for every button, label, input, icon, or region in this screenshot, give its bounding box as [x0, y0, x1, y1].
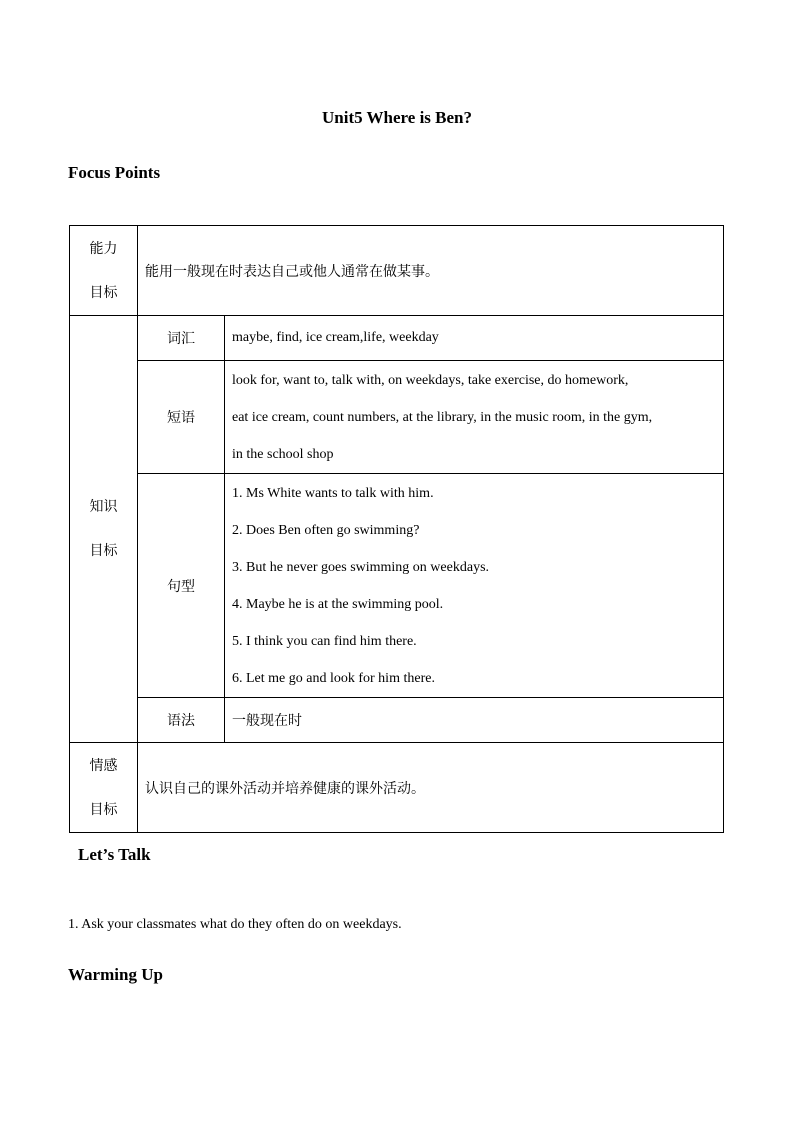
table-row-grammar	[70, 698, 724, 743]
knowledge-category-line2: 目标	[89, 543, 118, 559]
heading-lets-talk: Let’s Talk	[78, 845, 151, 864]
talk-item: 1. Ask your classmates what do they often do on weekdays.	[68, 917, 402, 932]
objectives-table	[69, 225, 724, 833]
heading-focus-points: Focus Points	[68, 163, 161, 182]
ability-content: 能用一般现在时表达自己或他人通常在做某事。	[138, 226, 724, 316]
table-row-emotion	[70, 743, 724, 833]
emotion-category-line1: 情感	[89, 757, 118, 774]
grammar-label: 语法	[138, 698, 225, 743]
sentences-label: 句型	[138, 474, 225, 698]
sentence-line: 1. Ms White wants to talk with him.	[232, 485, 434, 501]
phrases-content	[225, 361, 724, 474]
vocab-content: maybe, find, ice cream,life, weekday	[225, 316, 724, 361]
sentence-line: 4. Maybe he is at the swimming pool.	[232, 596, 444, 612]
knowledge-category-cell	[70, 316, 138, 743]
ability-category-line2: 目标	[89, 284, 118, 301]
table-row-phrases	[70, 361, 724, 474]
ability-category-cell	[70, 226, 138, 316]
emotion-category-line2: 目标	[89, 801, 118, 818]
emotion-content: 认识自己的课外活动并培养健康的课外活动。	[138, 743, 724, 833]
table-row-sentences	[70, 474, 724, 698]
sentence-line: 3. But he never goes swimming on weekdays.	[232, 559, 490, 575]
sentence-line: 2. Does Ben often go swimming?	[232, 522, 420, 538]
phrases-label: 短语	[138, 361, 225, 474]
sentences-content	[225, 474, 724, 698]
ability-category-line1: 能力	[89, 240, 118, 257]
heading-warming-up: Warming Up	[68, 965, 163, 984]
sentence-line: 5. I think you can find him there.	[232, 633, 417, 649]
knowledge-category-line1: 知识	[89, 499, 118, 515]
emotion-category-cell	[70, 743, 138, 833]
grammar-content: 一般现在时	[225, 698, 724, 743]
sentence-line: 6. Let me go and look for him there.	[232, 670, 435, 686]
table-row-ability	[70, 226, 724, 316]
phrase-line: eat ice cream, count numbers, at the library, in the music room, in the gym,	[232, 409, 653, 425]
phrase-line: look for, want to, talk with, on weekdays, take exercise, do homework,	[232, 372, 629, 388]
table-row-vocab	[70, 316, 724, 361]
document-title: Unit5 Where is Ben?	[321, 108, 473, 127]
phrase-line: in the school shop	[232, 446, 334, 462]
vocab-label: 词汇	[138, 316, 225, 361]
